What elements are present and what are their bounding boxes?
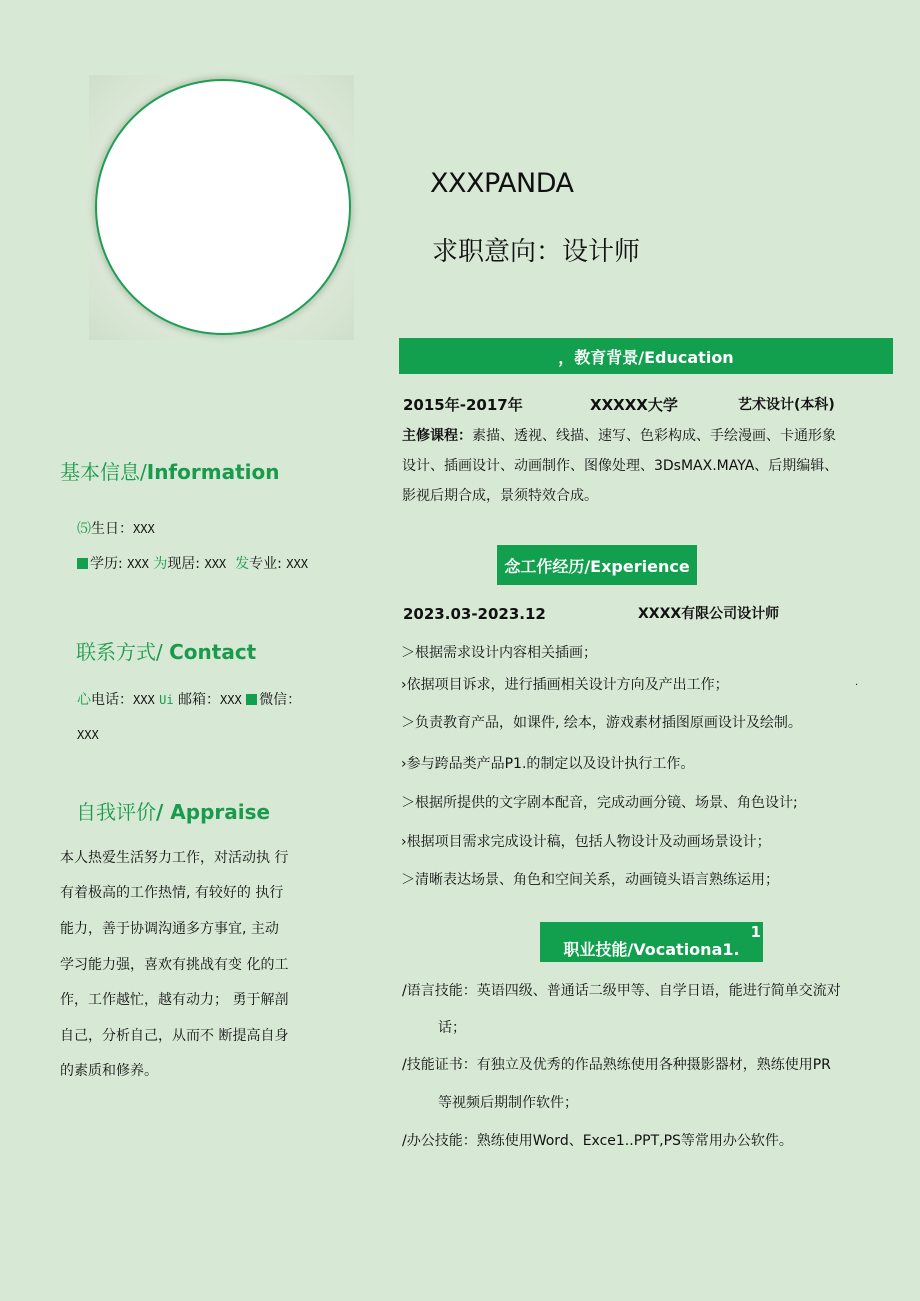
major-value: XXX — [286, 557, 308, 571]
contact-title-en: Contact — [169, 640, 257, 664]
appraise-line: 作，工作越忙，越有动力； 勇于解剖 — [60, 992, 289, 1008]
courses-text-1: 素描、透视、线描、速写、色彩构成、手绘漫画、卡通形象 — [472, 428, 836, 444]
vocational-header — [540, 922, 763, 962]
birthday-value: XXX — [133, 522, 155, 536]
appraise-title-en: / Appraise — [156, 800, 271, 824]
experience-item: ＞清晰表达场景、角色和空间关系，动画镜头语言熟练运用； — [401, 872, 779, 888]
major-label: 专业: — [249, 556, 282, 572]
cake-icon: ⑸ — [77, 521, 91, 537]
education-period: 2015年-2017年 — [403, 396, 523, 414]
candidate-name: XXXPANDA — [430, 168, 574, 199]
phone-label: 电话： — [91, 692, 133, 708]
stray-dot: . — [855, 677, 859, 688]
birthday-label: 生日： — [91, 521, 133, 537]
phone-icon: 心 — [77, 692, 91, 708]
experience-header: 念工作经历/Experience — [497, 545, 697, 585]
vocational-title: 职业技能/Vocationa1. — [563, 940, 740, 959]
vocational-line: 等视频后期制作软件； — [438, 1095, 578, 1111]
experience-item: ›根据项目需求完成设计稿，包括人物设计及动画场景设计； — [401, 834, 771, 850]
vocational-line: /办公技能：熟练使用Word、Exce1..PPT,PS等常用办公软件。 — [402, 1133, 793, 1149]
education-courses-line3: 影视后期合成，景须特效合成。 — [402, 488, 598, 504]
residence-value: XXX — [204, 557, 227, 571]
mail-icon: Ui — [159, 693, 174, 707]
experience-period: 2023.03-2023.12 — [403, 605, 546, 623]
experience-company: XXXX有限公司设计师 — [638, 606, 780, 622]
appraise-line: 有着极高的工作热情, 有较好的 执行 — [60, 885, 284, 901]
education-header: ，教育背景/Education — [399, 338, 893, 374]
wechat-label: 微信： — [259, 692, 302, 708]
education-school: XXXXX大学 — [590, 396, 678, 414]
mail-value: XXX — [220, 693, 242, 707]
vocational-mark: 1 — [750, 923, 761, 941]
home-icon: 为 — [153, 556, 168, 572]
mail-label: 邮箱： — [178, 692, 221, 708]
education-courses-line1 — [402, 429, 836, 443]
experience-item: ＞根据需求设计内容相关插画； — [401, 645, 597, 661]
vocational-line: /语言技能：英语四级、普通话二级甲等、自学日语，能进行简单交流对 — [402, 983, 841, 999]
edu-value: XXX — [127, 557, 149, 571]
info-header — [60, 456, 279, 485]
info-birthday — [77, 522, 155, 536]
appraise-header — [76, 796, 270, 825]
experience-item: ＞根据所提供的文字剧本配音，完成动画分镜、场景、角色设计; — [401, 795, 798, 811]
contact-row — [77, 693, 301, 707]
appraise-line: 本人热爱生活努力工作，对活动执 行 — [60, 850, 289, 866]
book-icon: 发 — [235, 556, 250, 572]
vocational-line: /技能证书：有独立及优秀的作品熟练使用各种摄影器材，熟练使用PR — [402, 1057, 831, 1073]
info-title-cn: 基本信息/ — [60, 460, 147, 484]
contact-header — [76, 636, 256, 665]
graduation-icon — [77, 558, 88, 569]
residence-label: 现居: — [167, 556, 201, 572]
contact-title-cn: 联系方式/ — [76, 640, 163, 664]
vocational-line: 话； — [438, 1020, 466, 1036]
info-row — [77, 557, 308, 571]
phone-value: XXX — [133, 693, 155, 707]
experience-item: ›参与跨品类产品P1.的制定以及设计执行工作。 — [401, 756, 695, 772]
appraise-title-cn: 自我评价 — [76, 800, 156, 824]
experience-item: ＞负责教育产品，如课件, 绘本，游戏素材插图原画设计及绘制。 — [401, 715, 802, 731]
job-intent: 求职意向：设计师 — [432, 237, 641, 267]
courses-label: 主修课程： — [402, 428, 472, 444]
wechat-value: XXX — [77, 728, 99, 742]
experience-item: ›依据项目诉求，进行插画相关设计方向及产出工作； — [401, 677, 729, 693]
avatar — [95, 79, 351, 335]
appraise-line: 自己，分析自己，从而不 断提高自身 — [60, 1028, 289, 1044]
edu-label: 学历: — [90, 556, 123, 572]
appraise-line: 能力，善于协调沟通多方事宜, 主动 — [60, 921, 279, 937]
appraise-line: 学习能力强，喜欢有挑战有变 化的工 — [60, 957, 289, 973]
info-title-en: Information — [146, 460, 280, 484]
education-major: 艺术设计(本科) — [738, 397, 835, 413]
appraise-line: 的素质和修养。 — [60, 1063, 158, 1079]
wechat-icon — [246, 694, 257, 705]
education-courses-line2: 设计、插画设计、动画制作、图像处理、3DsMAX.MAYA、后期编辑、 — [402, 458, 839, 474]
